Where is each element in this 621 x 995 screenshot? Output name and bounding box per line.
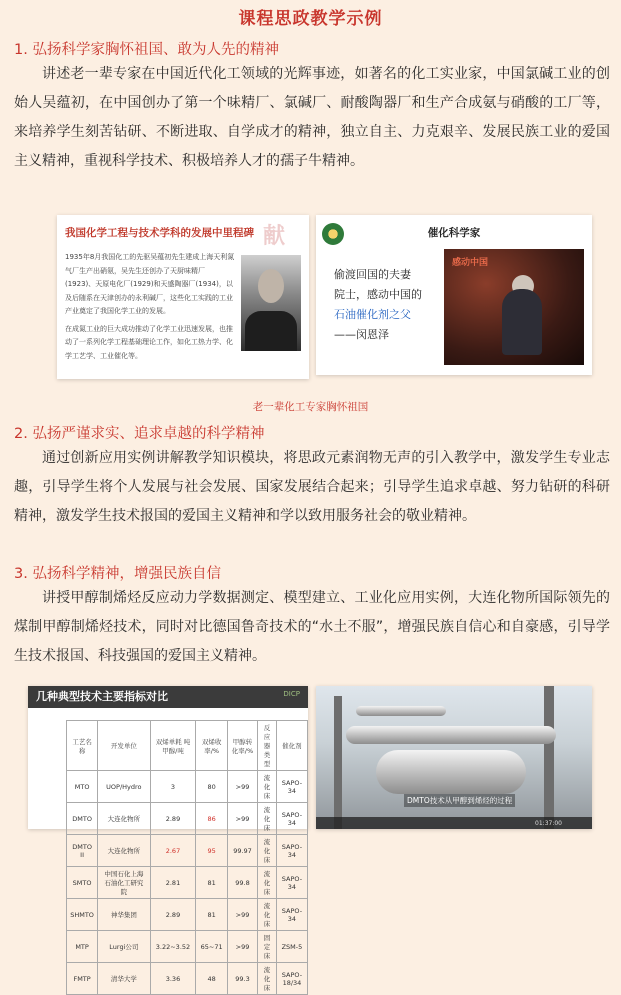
- table-cell: DMTO II: [67, 835, 98, 867]
- table-cell: SAPO-34: [276, 835, 307, 867]
- table-cell: 流化床: [258, 867, 277, 899]
- table-cell: >99: [227, 771, 257, 803]
- table-cell: ZSM-5: [276, 931, 307, 963]
- table-cell: 65~71: [196, 931, 228, 963]
- history-slide-text: [65, 251, 235, 363]
- history-slide-image: [57, 215, 309, 379]
- plant-pipe: [346, 726, 556, 744]
- table-row: [67, 963, 308, 995]
- table-cell: DMTO: [67, 803, 98, 835]
- table-cell: 3: [150, 771, 196, 803]
- table-cell: 99.8: [227, 867, 257, 899]
- table-cell: 固定床: [258, 931, 277, 963]
- section-2-text: 通过创新应用实例讲解教学知识模块，将思政元素润物无声的引入教学中，激发学生专业志趣，引导学生将个人发展与社会发展、国家发展结合起来；引导学生追求卓越、努力钻研的科研精神，激发学生技术报国的爱国主义精神和学以致用服务社会的敬业精神。: [14, 450, 610, 524]
- table-cell: 流化床: [258, 899, 277, 931]
- table-cell: 2.81: [150, 867, 196, 899]
- table-header-cell: 开发单位: [98, 721, 150, 771]
- table-cell: SAPO-18/34: [276, 963, 307, 995]
- table-cell: 2.67: [150, 835, 196, 867]
- video-caption: DMTO技术从甲醇到烯烃的过程: [404, 794, 515, 807]
- table-cell: SMTO: [67, 867, 98, 899]
- portrait-photo: [241, 255, 301, 351]
- table-cell: SAPO-34: [276, 771, 307, 803]
- table-row: [67, 931, 308, 963]
- table-header-cell: 催化剂: [276, 721, 307, 771]
- tech-comparison-image: [28, 686, 308, 992]
- table-row: [67, 899, 308, 931]
- plant-column: [334, 696, 342, 829]
- table-cell: 80: [196, 771, 228, 803]
- tech-comparison-table: [66, 720, 308, 995]
- plant-column: [544, 686, 554, 829]
- table-cell: 神华集团: [98, 899, 150, 931]
- table-cell: 86: [196, 803, 228, 835]
- institute-logo: DICP: [283, 690, 300, 698]
- table-cell: 99.97: [227, 835, 257, 867]
- table-cell: 3.22~3.52: [150, 931, 196, 963]
- tv-program-label: 感动中国: [452, 258, 489, 268]
- table-cell: 2.89: [150, 899, 196, 931]
- table-row: [67, 803, 308, 835]
- table-cell: 流化床: [258, 835, 277, 867]
- table-cell: SAPO-34: [276, 803, 307, 835]
- scientist-figure: [502, 289, 542, 355]
- table-cell: >99: [227, 803, 257, 835]
- page-title: 课程思政教学示例: [238, 9, 383, 29]
- table-cell: 99.3: [227, 963, 257, 995]
- table-cell: 95: [196, 835, 228, 867]
- section-3-heading: 3. 弘扬科学精神，增强民族自信: [14, 566, 221, 582]
- plant-vessel: [376, 750, 526, 794]
- quote-line: 偷渡回国的夫妻: [334, 268, 411, 281]
- table-header-cell: 工艺名称: [67, 721, 98, 771]
- table-header-row: [67, 721, 308, 771]
- table-cell: 81: [196, 899, 228, 931]
- section-1-heading: 1. 弘扬科学家胸怀祖国、敢为人先的精神: [14, 42, 279, 58]
- table-cell: 81: [196, 867, 228, 899]
- dmto-plant-image: [316, 686, 592, 829]
- table-cell: 清华大学: [98, 963, 150, 995]
- table-row: [67, 771, 308, 803]
- image-caption: 老一辈化工专家胸怀祖国: [252, 401, 369, 413]
- video-control-bar[interactable]: [316, 817, 592, 829]
- table-cell: 流化床: [258, 963, 277, 995]
- table-cell: SHMTO: [67, 899, 98, 931]
- quote-line: 石油催化剂之父: [334, 308, 411, 321]
- table-cell: MTO: [67, 771, 98, 803]
- table-header-cell: 甲醇转化率/%: [227, 721, 257, 771]
- table-cell: SAPO-34: [276, 867, 307, 899]
- table-cell: >99: [227, 899, 257, 931]
- table-header-cell: 双烯收率/%: [196, 721, 228, 771]
- portrait-suit: [245, 311, 297, 351]
- table-cell: Lurgi公司: [98, 931, 150, 963]
- seal-stamp: 献: [263, 224, 286, 249]
- table-cell: 中国石化上海石油化工研究院: [98, 867, 150, 899]
- section-2-heading: 2. 弘扬严谨求实、追求卓越的科学精神: [14, 426, 265, 442]
- tech-comparison-heading: 几种典型技术主要指标对比: [28, 686, 308, 708]
- table-cell: 大连化物所: [98, 803, 150, 835]
- table-cell: SAPO-34: [276, 899, 307, 931]
- table-cell: MTP: [67, 931, 98, 963]
- history-bullet: 在成氮工业的巨大成功推动了化学工业迅速发展，也推动了一系列化学工程基础理论工作，如化工热力学、化学工艺学、工业催化等。: [65, 324, 233, 360]
- table-header-cell: 反应器类型: [258, 721, 277, 771]
- table-cell: 大连化物所: [98, 835, 150, 867]
- video-time: 01:37:00: [535, 820, 562, 827]
- table-row: [67, 835, 308, 867]
- catalysis-heading: 催化科学家: [427, 227, 481, 239]
- table-cell: 2.89: [150, 803, 196, 835]
- catalysis-quote: [334, 265, 422, 345]
- table-header-cell: 双烯单耗 吨甲醇/吨: [150, 721, 196, 771]
- table-cell: 流化床: [258, 803, 277, 835]
- portrait-face: [258, 269, 284, 303]
- history-bullet: 1935年8月我国化工的先驱吴蕴初先生建成上海天利氮气厂生产出硝氨，吴先生还创办了天厨味精厂(1923)、天原电化厂(1929)和天盛陶器厂(1934)，以及后随系在天津创办的永利碱厂，这些化工实践的工业产业奠定了我国化学工业的发展。: [65, 253, 235, 315]
- table-cell: 流化床: [258, 771, 277, 803]
- plant-pipe: [356, 706, 446, 716]
- tv-screen: [444, 249, 584, 365]
- table-cell: FMTP: [67, 963, 98, 995]
- catalysis-scientist-image: [316, 215, 592, 375]
- quote-line: ——闵恩泽: [334, 328, 389, 341]
- table-row: [67, 867, 308, 899]
- table-cell: 48: [196, 963, 228, 995]
- quote-line: 院士，感动中国的: [334, 288, 422, 301]
- history-slide-heading: 我国化学工程与技术学科的发展中里程碑: [65, 227, 254, 239]
- table-cell: 3.36: [150, 963, 196, 995]
- section-3-text: 讲授甲醇制烯烃反应动力学数据测定、模型建立、工业化应用实例，大连化物所国际领先的煤制甲醇制烯烃技术，同时对比德国鲁奇技术的“水土不服”，增强民族自信心和自豪感，引导学生技术报国、科技强国的爱国主义精神。: [14, 590, 610, 664]
- table-cell: UOP/Hydro: [98, 771, 150, 803]
- table-cell: >99: [227, 931, 257, 963]
- section-1-text: 讲述老一辈专家在中国近代化工领域的光辉事迹，如著名的化工实业家，中国氯碱工业的创始人吴蕴初，在中国创办了第一个味精厂、氯碱厂、耐酸陶器厂和生产合成氨与硝酸的工厂等，来培养学生刻苦钻研、不断进取、自学成才的精神，独立自主、力克艰辛、发展民族工业的爱国主义精神，重视科学技术、积极培养人才的孺子牛精神。: [14, 66, 610, 169]
